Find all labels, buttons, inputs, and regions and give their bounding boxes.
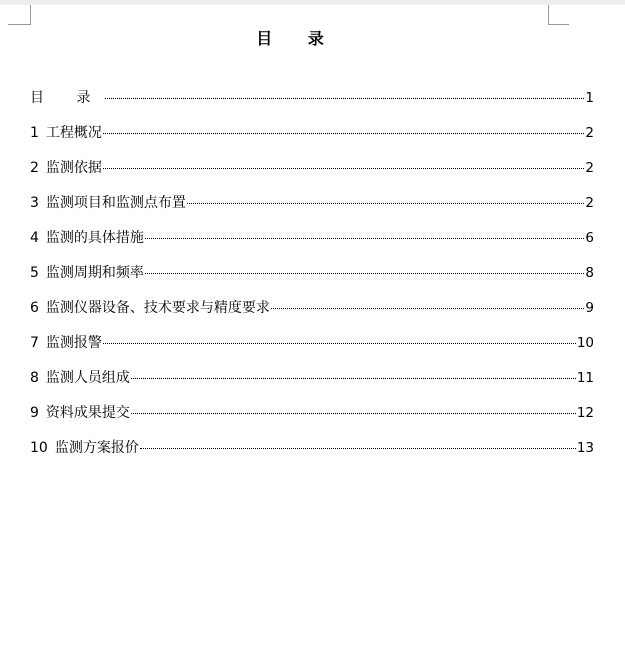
toc-entry-page: 1 [585, 90, 594, 106]
toc-entry-number: 9 [30, 405, 39, 421]
toc-entry[interactable] [30, 403, 594, 438]
toc-entry-number: 3 [30, 195, 39, 211]
toc-dot-leader [105, 98, 584, 99]
toc-entry-number: 7 [30, 335, 39, 351]
toc-entry-page: 11 [576, 370, 594, 386]
toc-dot-leader [103, 343, 576, 344]
toc-entry-label: 监测方案报价 [54, 440, 139, 456]
toc-entry[interactable] [30, 193, 594, 228]
toc-entry-number: 2 [30, 160, 39, 176]
toc-entry-number: 4 [30, 230, 39, 246]
toc-entry-page: 13 [576, 440, 594, 456]
toc-dot-leader [131, 378, 576, 379]
toc-entry[interactable] [30, 123, 594, 158]
toc-entry-label: 资料成果提交 [45, 405, 130, 421]
toc-dot-leader [140, 448, 576, 449]
toc-entry[interactable] [30, 263, 594, 298]
toc-entry-number: 8 [30, 370, 39, 386]
toc-entry-page: 6 [585, 230, 594, 246]
toc-entry[interactable] [30, 368, 594, 403]
toc-entry-page: 10 [576, 335, 594, 351]
toc-dot-leader [187, 203, 584, 204]
toc-entry[interactable] [30, 158, 594, 193]
toc-entry-label: 工程概况 [45, 125, 102, 141]
toc-title: 目 录 [256, 29, 339, 48]
toc-dot-leader [131, 413, 576, 414]
toc-entry-label: 监测依据 [45, 160, 102, 176]
toc-entry[interactable] [30, 333, 594, 368]
margin-corner-mark-right [548, 5, 569, 25]
toc-dot-leader [103, 133, 584, 134]
toc-list [30, 88, 594, 473]
toc-entry[interactable] [30, 88, 594, 123]
page-top-band [0, 0, 625, 5]
toc-entry-label: 监测报警 [45, 335, 102, 351]
toc-entry-page: 2 [585, 195, 594, 211]
toc-entry-page: 12 [576, 405, 594, 421]
toc-entry-page: 2 [585, 160, 594, 176]
toc-entry-label: 监测人员组成 [45, 370, 130, 386]
toc-entry-page: 2 [585, 125, 594, 141]
toc-entry-number: 5 [30, 265, 39, 281]
toc-entry[interactable] [30, 298, 594, 333]
toc-entry-number: 1 [30, 125, 39, 141]
toc-entry-number: 10 [30, 440, 48, 456]
toc-dot-leader [103, 168, 584, 169]
toc-entry-number: 6 [30, 300, 39, 316]
toc-entry-page: 9 [585, 300, 594, 316]
toc-dot-leader [271, 308, 584, 309]
margin-corner-mark-left [8, 5, 31, 25]
toc-entry-label: 监测项目和监测点布置 [45, 195, 186, 211]
toc-entry-label: 监测周期和频率 [45, 265, 144, 281]
toc-entry[interactable] [30, 228, 594, 263]
toc-entry-label: 目 录 [30, 90, 105, 106]
toc-entry-page: 8 [585, 265, 594, 281]
toc-dot-leader [145, 273, 584, 274]
toc-entry[interactable] [30, 438, 594, 473]
toc-dot-leader [145, 238, 584, 239]
toc-entry-label: 监测的具体措施 [45, 230, 144, 246]
toc-entry-label: 监测仪器设备、技术要求与精度要求 [45, 300, 270, 316]
